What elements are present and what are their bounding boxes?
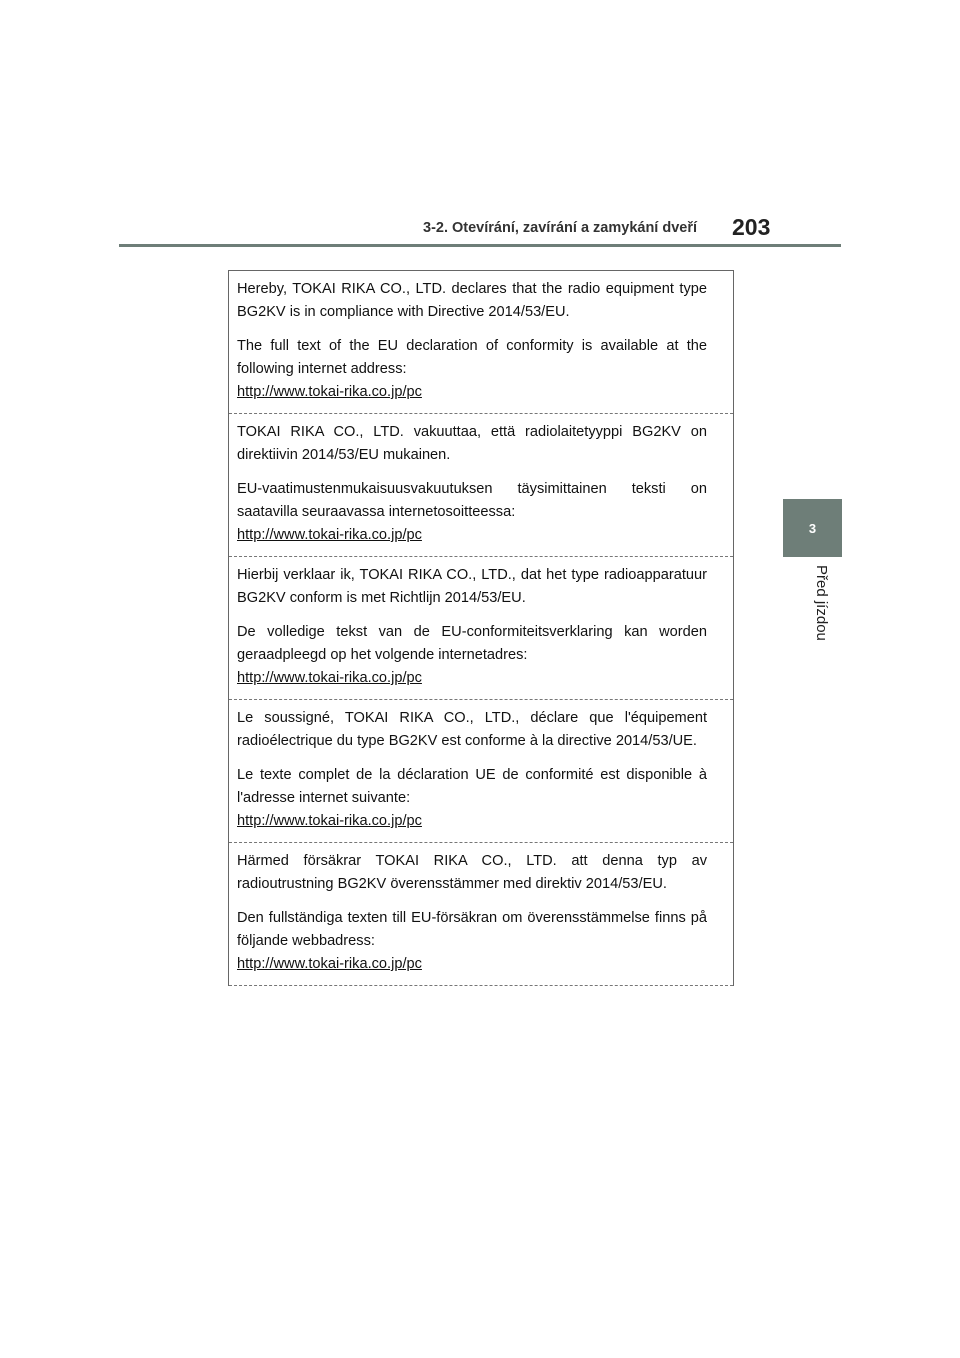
declaration-link[interactable]: http://www.tokai-rika.co.jp/pc	[237, 813, 422, 829]
declaration-english	[229, 271, 733, 414]
page-number: 203	[732, 214, 771, 240]
declaration-link[interactable]: http://www.tokai-rika.co.jp/pc	[237, 527, 422, 543]
declaration-statement: Le soussigné, TOKAI RIKA CO., LTD., déclare que l'équipement radioélectrique du type BG2KV est conforme à la directive 2014/53/UE.	[237, 710, 707, 749]
declaration-dutch	[229, 557, 733, 700]
declarations-box	[228, 270, 734, 986]
declaration-availability: Le texte complet de la déclaration UE de conformité est disponible à l'adresse internet suivante:	[237, 767, 707, 806]
declaration-statement: Hierbij verklaar ik, TOKAI RIKA CO., LTD., dat het type radioapparatuur BG2KV conform is met Richtlijn 2014/53/EU.	[237, 567, 707, 606]
declaration-link[interactable]: http://www.tokai-rika.co.jp/pc	[237, 956, 422, 972]
chapter-label: Před jízdou	[813, 565, 830, 641]
header-divider	[119, 244, 841, 247]
declaration-availability: The full text of the EU declaration of conformity is available at the following internet address:	[237, 338, 707, 377]
declaration-swedish	[229, 843, 733, 986]
declaration-statement: Hereby, TOKAI RIKA CO., LTD. declares that the radio equipment type BG2KV is in compliance with Directive 2014/53/EU.	[237, 281, 707, 320]
declaration-availability: Den fullständiga texten till EU-försäkran om överensstämmelse finns på följande webbadress:	[237, 910, 707, 949]
declaration-link[interactable]: http://www.tokai-rika.co.jp/pc	[237, 670, 422, 686]
section-title: 3-2. Otevírání, zavírání a zamykání dveří	[423, 220, 698, 236]
declaration-finnish	[229, 414, 733, 557]
chapter-number: 3	[808, 520, 817, 536]
declaration-availability: EU-vaatimustenmukaisuusvakuutuksen täysimittainen teksti on saatavilla seuraavassa internetosoitteessa:	[237, 481, 707, 520]
declaration-french	[229, 700, 733, 843]
chapter-tab	[783, 499, 842, 557]
declaration-availability: De volledige tekst van de EU-conformiteitsverklaring kan worden geraadpleegd op het volgende internetadres:	[237, 624, 707, 663]
declaration-statement: Härmed försäkrar TOKAI RIKA CO., LTD. att denna typ av radioutrustning BG2KV överensstämmer med direktiv 2014/53/EU.	[237, 853, 707, 892]
declaration-link[interactable]: http://www.tokai-rika.co.jp/pc	[237, 384, 422, 400]
declaration-statement: TOKAI RIKA CO., LTD. vakuuttaa, että radiolaitetyyppi BG2KV on direktiivin 2014/53/EU mukainen.	[237, 424, 707, 463]
